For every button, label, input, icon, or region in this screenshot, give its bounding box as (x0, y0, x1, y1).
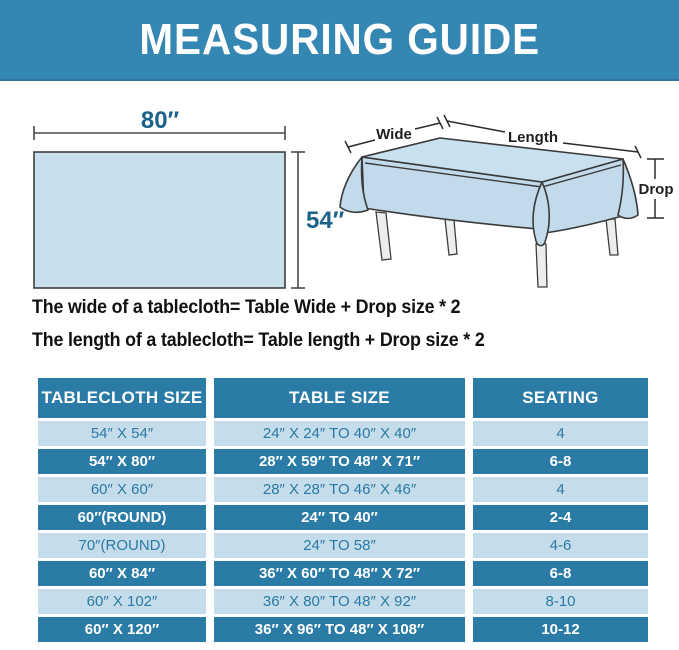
length-formula: The length of a tablecloth= Table length + Drop size * 2 (32, 330, 485, 351)
table-row (38, 561, 648, 586)
seating-cell: 4 (473, 477, 648, 502)
tablecloth-size-cell: 60″ X 60″ (38, 477, 206, 502)
table-row (38, 477, 648, 502)
seating-cell: 4-6 (473, 533, 648, 558)
table-row (38, 421, 648, 446)
seating-cell: 10-12 (473, 617, 648, 642)
table-size-cell: 36″ X 60″ TO 48″ X 72″ (214, 561, 465, 586)
tablecloth-size-cell: 60″ X 120″ (38, 617, 206, 642)
tablecloth-rectangle (34, 152, 285, 288)
table-size-cell: 24″ TO 40″ (214, 505, 465, 530)
height-dimension-label: 54″ (306, 207, 345, 234)
seating-cell: 6-8 (473, 561, 648, 586)
seating-cell: 2-4 (473, 505, 648, 530)
table-row (38, 589, 648, 614)
formula-section (32, 297, 513, 363)
table-size-cell: 28″ X 59″ TO 48″ X 71″ (214, 449, 465, 474)
seating-cell: 8-10 (473, 589, 648, 614)
table-row (38, 617, 648, 642)
column-header-table-size: TABLE SIZE (214, 378, 465, 418)
seating-cell: 6-8 (473, 449, 648, 474)
table-size-cell: 24″ X 24″ TO 40″ X 40″ (214, 421, 465, 446)
covered-table-illustration (335, 95, 679, 300)
table-header-row (38, 378, 648, 418)
table-size-cell: 24″ TO 58″ (214, 533, 465, 558)
table-size-cell: 36″ X 96″ TO 48″ X 108″ (214, 617, 465, 642)
wide-label: Wide (376, 126, 412, 143)
column-header-tablecloth-size: TABLECLOTH SIZE (38, 378, 206, 418)
wide-formula: The wide of a tablecloth= Table Wide + Drop size * 2 (32, 297, 461, 318)
table-row (38, 449, 648, 474)
tablecloth-size-cell: 60″ X 102″ (38, 589, 206, 614)
table-size-cell: 36″ X 80″ TO 48″ X 92″ (214, 589, 465, 614)
seating-cell: 4 (473, 421, 648, 446)
table-size-cell: 28″ X 28″ TO 46″ X 46″ (214, 477, 465, 502)
size-chart (38, 378, 648, 645)
header-banner (0, 0, 679, 81)
tablecloth-size-cell: 60″(ROUND) (38, 505, 206, 530)
length-label: Length (508, 129, 558, 146)
drop-label: Drop (638, 181, 674, 198)
table-row (38, 533, 648, 558)
flat-tablecloth-diagram (10, 95, 345, 300)
column-header-seating: SEATING (473, 378, 648, 418)
width-dimension-label: 80″ (140, 107, 180, 134)
table-row (38, 505, 648, 530)
tablecloth-size-cell: 54″ X 80″ (38, 449, 206, 474)
tablecloth-size-cell: 60″ X 84″ (38, 561, 206, 586)
height-dimension-line (291, 152, 305, 288)
tablecloth-size-cell: 70″(ROUND) (38, 533, 206, 558)
page-title: MEASURING GUIDE (139, 14, 540, 64)
tablecloth-size-cell: 54″ X 54″ (38, 421, 206, 446)
